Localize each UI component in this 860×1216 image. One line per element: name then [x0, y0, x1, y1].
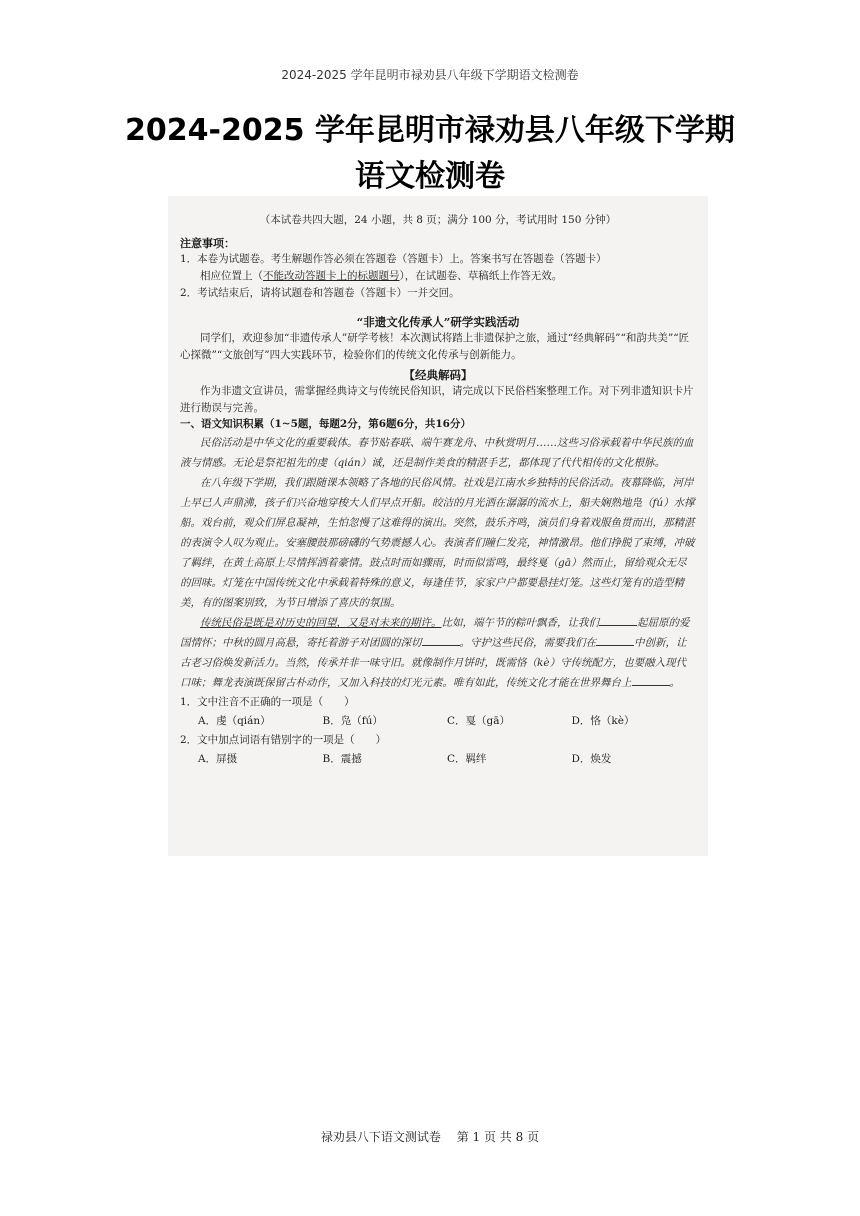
- part-heading: 一、语文知识积累（1~5题，每题2分，第6题6分，共16分）: [180, 418, 471, 430]
- passage-paragraph-3: [180, 613, 696, 693]
- passage-text: 中创新，让古老习俗焕发新活力。当然，传承并非一味守旧。就像制作月饼时，既需恪（kè）守传统配方，也要融入现代口味；舞龙表演既保留古朴动作，又加入科技的灯光元素。唯有如此，传统文化才能在世界舞台上: [180, 637, 687, 689]
- notice-text: ），在试题卷、草稿纸上作答无效。: [399, 270, 563, 282]
- fill-blank: [632, 674, 670, 686]
- passage-text: 。: [669, 677, 680, 689]
- scanned-exam-page: [168, 196, 708, 856]
- notice-underlined: 不能改动答题卡上的标题题号: [263, 270, 400, 282]
- section-heading: 【经典解码】: [403, 368, 473, 382]
- option-d: D．恪（kè）: [571, 715, 635, 727]
- notice-item-1-cont: [180, 268, 696, 285]
- section-intro: 作为非遗文宣讲员，需掌握经典诗文与传统民俗知识，请完成以下民俗档案整理工作。对下列非遗知识卡片进行勘误与完善。: [180, 385, 694, 414]
- page-title: [0, 108, 860, 200]
- option-a: A．屏摄: [198, 753, 238, 765]
- fill-blank: [599, 614, 637, 626]
- question-1-options: [180, 712, 696, 731]
- notice-text: 相应位置上（: [200, 270, 263, 282]
- page-footer: 禄劝县八下语文测试卷 第 1 页 共 8 页: [320, 1130, 540, 1144]
- passage-text: 。守护这些民俗，需要我们在: [459, 637, 596, 649]
- option-c: C．羁绊: [447, 753, 487, 765]
- question-2-options: [180, 750, 696, 769]
- option-a: A．虔（qián）: [198, 715, 271, 727]
- title-line-1: 2024-2025 学年昆明市禄劝县八年级下学期: [125, 113, 735, 148]
- question-2-stem: 2．文中加点词语有错别字的一项是（ ）: [180, 734, 387, 746]
- passage-paragraph-1: 民俗活动是中华文化的重要载体。春节贴春联、端午赛龙舟、中秋赏明月……这些习俗承载着中华民族的血液与情感。无论是祭祀祖先的虔（qián）诚，还是制作美食的精湛手艺，都体现了代代相传的文化根脉。: [180, 437, 694, 469]
- passage-paragraph-2: 在八年级下学期，我们跟随课本领略了各地的民俗风情。社戏是江南水乡独特的民俗活动。夜幕降临，河岸上早已人声鼎沸，孩子们兴奋地穿梭大人们早点开船。皎洁的月光洒在潺潺的流水上，船夫娴熟地凫（fú）水撑船。戏台前，观众们屏息凝神，生怕忽慢了这难得的演出。突然，鼓乐齐鸣，演员们身着戏服鱼贯而出，那精湛的表演令人叹为观止。安塞腰鼓那磅礴的气势震撼人心。表演者们瞳仁发亮，神情激昂。他们挣脱了束缚，冲破了羁绊，在黄土高原上尽情挥洒着豪情。鼓点时而如骤雨，时而似雷鸣，最终戛（gā）然而止，留给观众无尽的回味。灯笼在中国传统文化中承载着特殊的意义，每逢佳节，家家户户都要悬挂灯笼。这些灯笼有的造型精美，有的图案别致，为节日增添了喜庆的氛围。: [180, 477, 695, 609]
- notice-item-1: 1．本卷为试题卷。考生解题作答必须在答题卷（答题卡）上。答案书写在答题卷（答题卡）: [180, 253, 607, 265]
- option-b: B．凫（fú）: [322, 715, 383, 727]
- fill-blank: [596, 634, 634, 646]
- running-header: 2024-2025 学年昆明市禄劝县八年级下学期语文检测卷: [281, 68, 579, 82]
- underlined-sentence: 传统民俗是既是对历史的回望，又是对未来的期许。: [200, 617, 442, 629]
- option-d: D．焕发: [571, 753, 612, 765]
- option-b: B．震撼: [322, 753, 362, 765]
- title-line-2: 语文检测卷: [355, 159, 505, 194]
- activity-title: “非遗文化传承人”研学实践活动: [356, 315, 520, 329]
- passage-text: 比如，端午节的粽叶飘香，让我们: [441, 617, 599, 629]
- notice-heading: 注意事项：: [180, 237, 235, 250]
- fill-blank: [422, 634, 460, 646]
- notice-item-2: 2．考试结束后，请将试题卷和答题卷（答题卡）一并交回。: [180, 287, 460, 299]
- option-c: C．戛（gā）: [447, 715, 511, 727]
- exam-info: （本试卷共四大题，24 小题，共 8 页；满分 100 分，考试用时 150 分钟）: [259, 214, 617, 226]
- question-1-stem: 1．文中注音不正确的一项是（ ）: [180, 696, 355, 708]
- passage-text: 起屈原的爱国情怀；中秋的圆月高悬，寄托着游子对团圆的深切: [180, 617, 690, 649]
- activity-intro: 同学们，欢迎参加“非遗传承人”研学考核！本次测试将踏上非遗保护之旅，通过“经典解码”“和韵共美”“匠心探微”“文旅创写”四大实践环节，检验你们的传统文化传承与创新能力。: [180, 332, 690, 361]
